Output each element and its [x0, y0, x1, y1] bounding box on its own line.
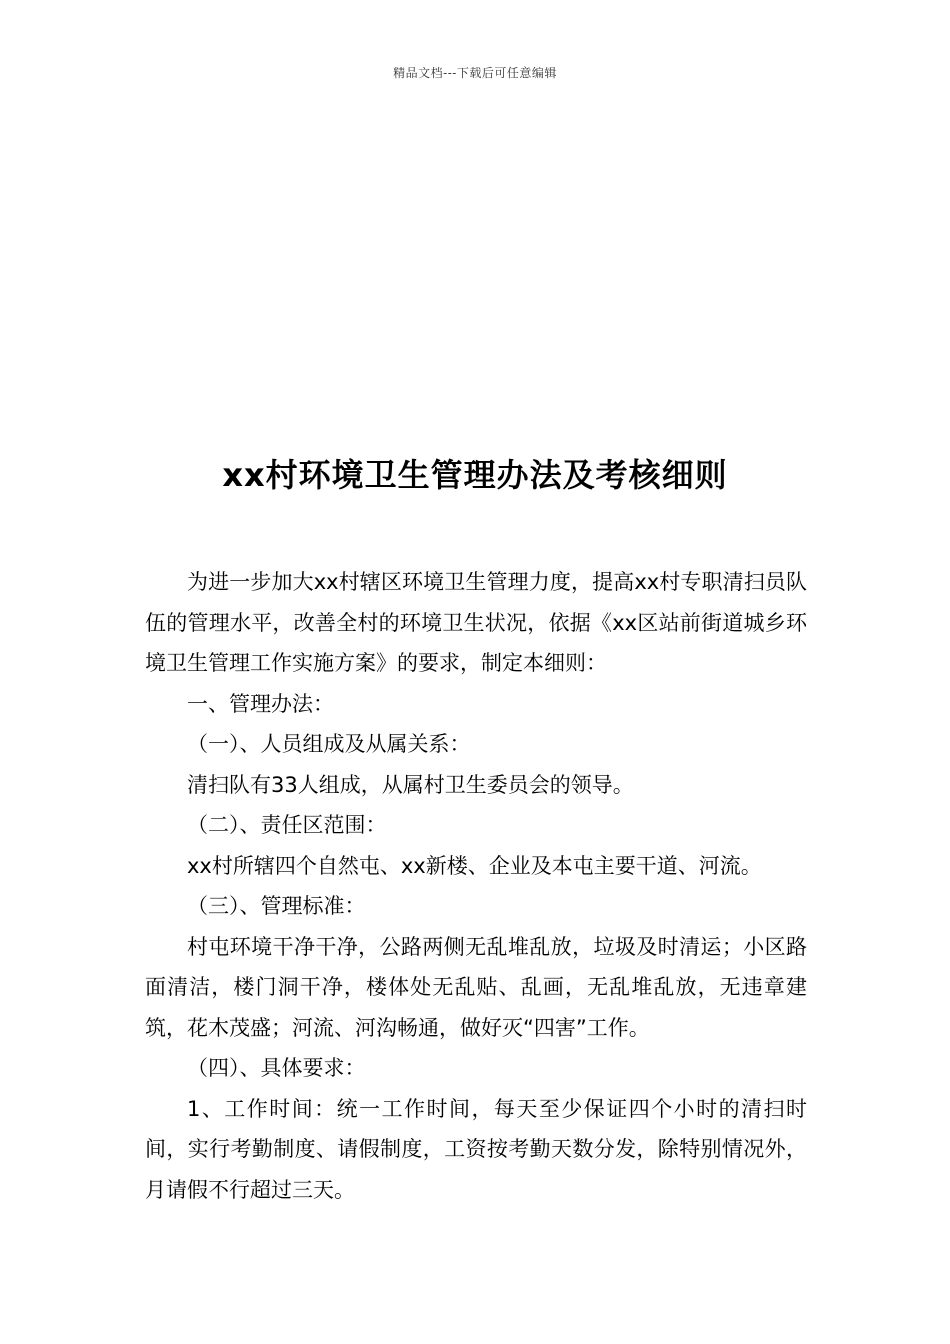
personnel-paragraph: 清扫队有33人组成，从属村卫生委员会的领导。: [187, 772, 634, 797]
standards-paragraph: 村屯环境干净干净，公路两侧无乱堆乱放，垃圾及时清运；小区路面清洁，楼门洞干净，楼体处无乱贴、乱画，无乱堆乱放，无违章建筑，花木茂盛；河流、河沟畅通，做好灭“四害”工作。: [145, 934, 807, 1040]
document-body: [145, 562, 807, 1210]
subsection-heading-personnel: （一）、人员组成及从属关系：: [187, 732, 471, 756]
intro-paragraph: 为进一步加大xx村辖区环境卫生管理力度，提高xx村专职清扫员队伍的管理水平，改善全村的环境卫生状况，依据《xx区站前街道城乡环境卫生管理工作实施方案》的要求，制定本细则：: [145, 570, 807, 675]
page-header-note: 精品文档---下载后可任意编辑: [393, 66, 557, 80]
scope-paragraph: xx村所辖四个自然屯、xx新楼、企业及本屯主要干道、河流。: [187, 853, 762, 878]
subsection-heading-scope: （二）、责任区范围：: [187, 813, 387, 837]
subsection-heading-requirements: （四）、具体要求：: [187, 1056, 366, 1080]
document-title: xx村环境卫生管理办法及考核细则: [222, 456, 728, 494]
subsection-heading-standards: （三）、管理标准：: [187, 894, 366, 918]
section-heading-management: 一、管理办法：: [187, 691, 334, 716]
requirement-item-1: 1、工作时间：统一工作时间，每天至少保证四个小时的清扫时间，实行考勤制度、请假制度，工资按考勤天数分发，除特别情况外，月请假不行超过三天。: [145, 1096, 807, 1202]
